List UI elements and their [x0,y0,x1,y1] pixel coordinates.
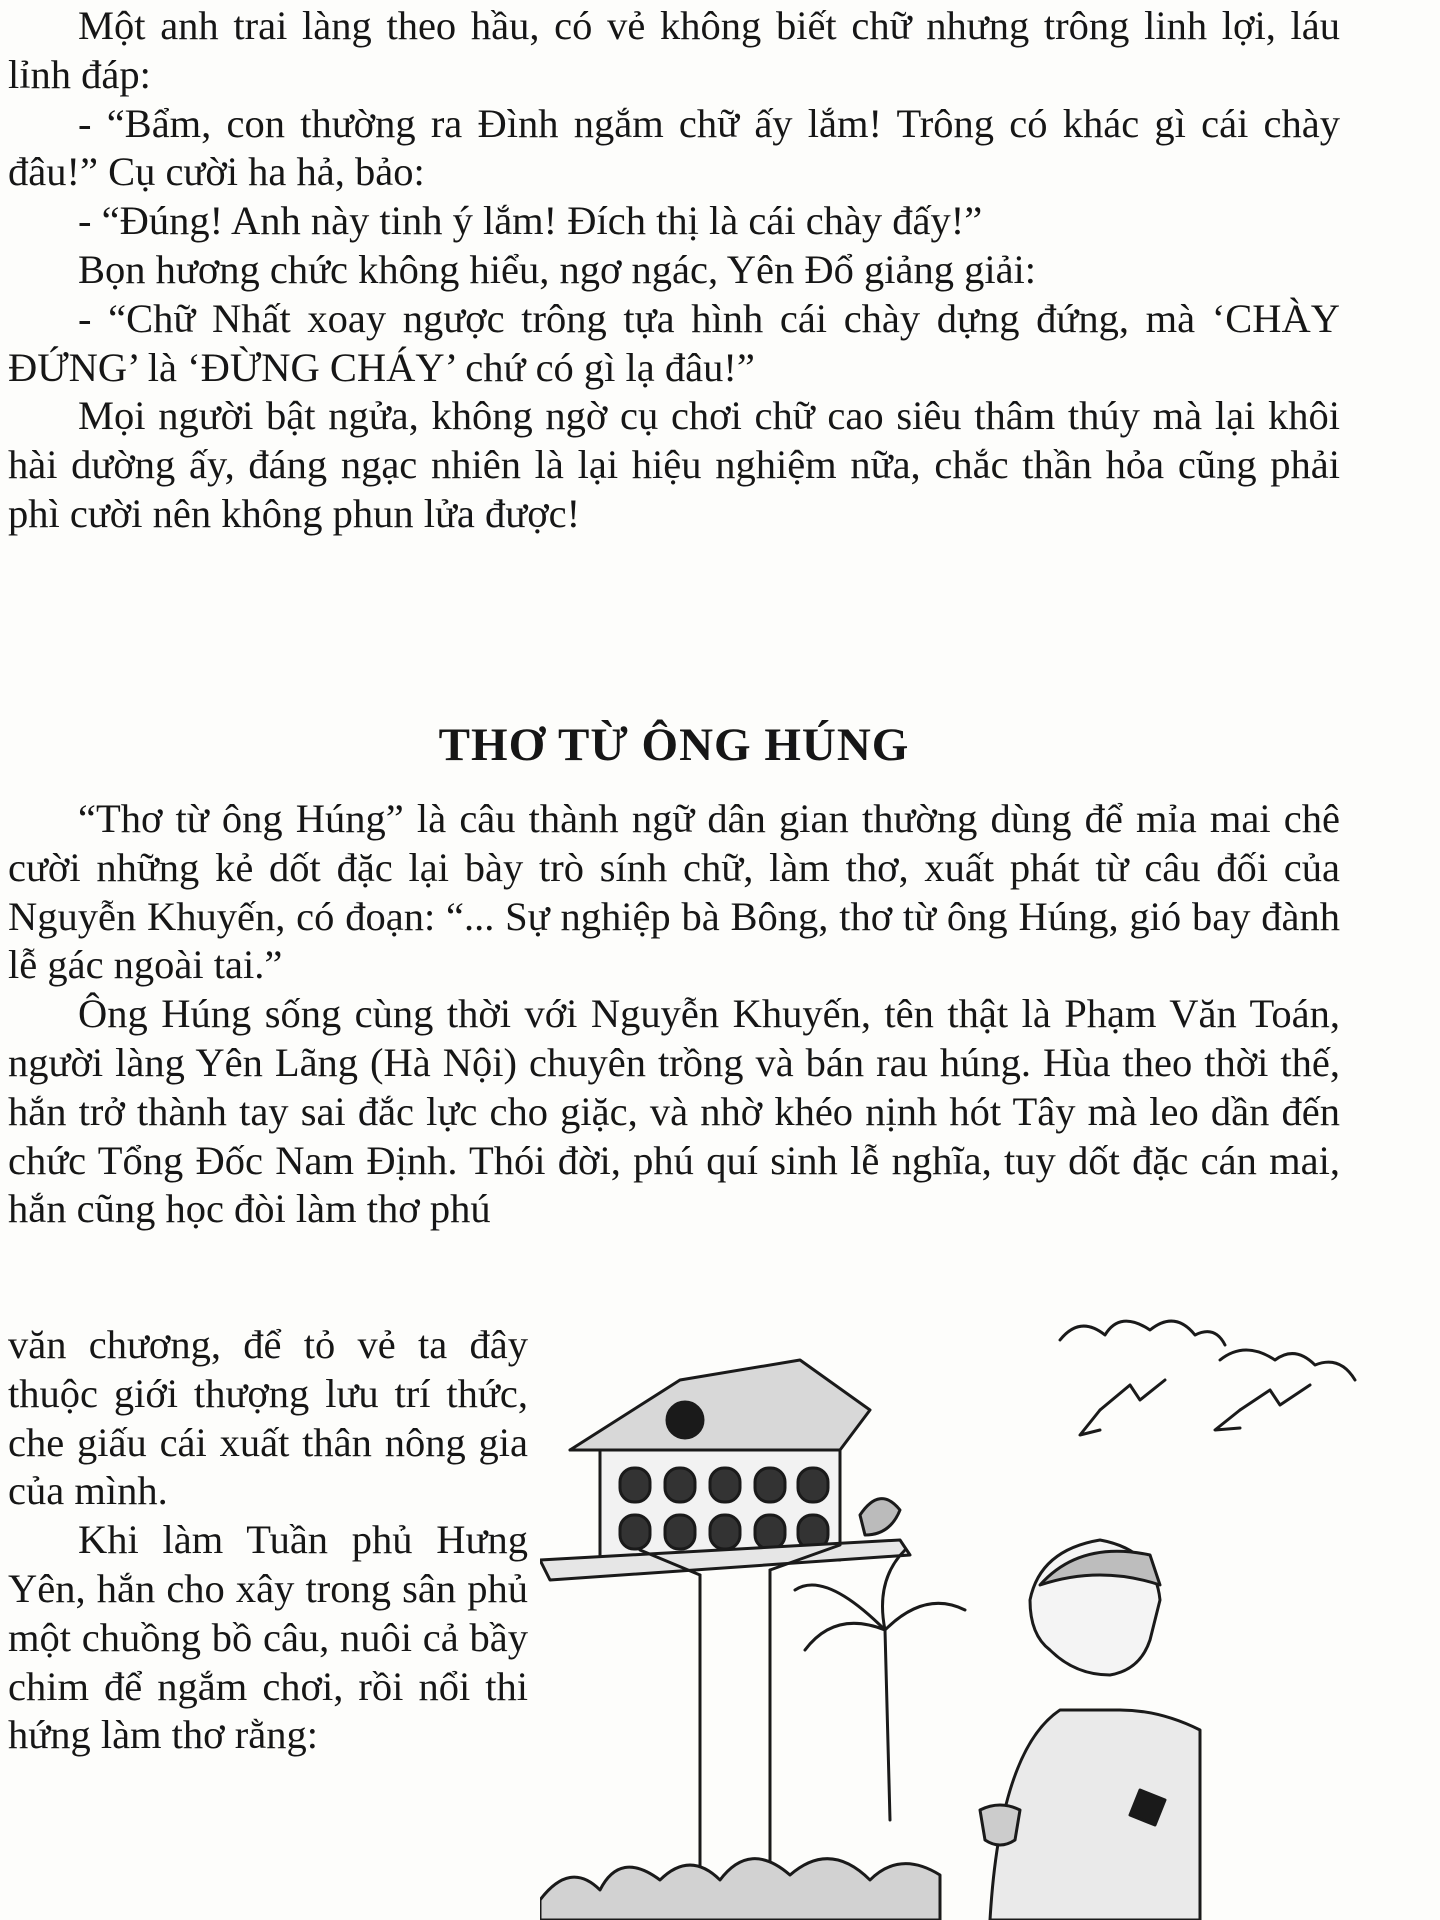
left-column-text [8,1321,528,1760]
paragraph: - “Đúng! Anh này tinh ý lắm! Đích thị là cái chày đấy!” [78,198,983,244]
paragraph: Bọn hương chức không hiểu, ngơ ngác, Yên Đổ giảng giải: [78,246,1037,292]
paragraph: Mọi người bật ngửa, không ngờ cụ chơi chữ cao siêu thâm thúy mà lại khôi hài dường ấy, đáng ngạc nhiên là lại hiệu nghiệm nữa, chắc thần hỏa cũng phải phì cười nên không phun lửa được! [8,393,1340,536]
paragraph: văn chương, để tỏ vẻ ta đây thuộc giới thượng lưu trí thức, che giấu cái xuất thân nông gia của mình. [8,1322,528,1514]
top-text-block [8,2,1340,539]
dovecote-illustration [540,1300,1440,1920]
paragraph: Ông Húng sống cùng thời với Nguyễn Khuyến, tên thật là Phạm Văn Toán, người làng Yên Lãng (Hà Nội) chuyên trồng và bán rau húng. Hùa theo thời thế, hắn trở thành tay sai đắc lực cho giặc, và nhờ khéo nịnh hót Tây mà leo dần đến chức Tổng Đốc Nam Định. Thói đời, phú quí sinh lễ nghĩa, tuy dốt đặc cán mai, hắn cũng học đòi làm thơ phú [8,991,1340,1232]
paragraph: - “Bẩm, con thường ra Đình ngắm chữ ấy lắm! Trông có khác gì cái chày đâu!” Cụ cười ha hả, bảo: [8,100,1340,195]
paragraph: Khi làm Tuần phủ Hưng Yên, hắn cho xây trong sân phủ một chuồng bồ câu, nuôi cả bầy chim để ngắm chơi, rồi nổi thi hứng làm thơ rằng: [8,1517,528,1758]
section-title: THƠ TỪ ÔNG HÚNG [438,719,910,771]
paragraph: “Thơ từ ông Húng” là câu thành ngữ dân gian thường dùng để mỉa mai chê cười những kẻ dốt đặc lại bày trò sính chữ, làm thơ, xuất phát từ câu đối của Nguyễn Khuyến, có đoạn: “... Sự nghiệp bà Bông, thơ từ ông Húng, gió bay đành lễ gác ngoài tai.” [8,796,1340,988]
paragraph: - “Chữ Nhất xoay ngược trông tựa hình cái chày dựng đứng, mà ‘CHÀY ĐỨNG’ là ‘ĐỪNG CHÁY’ chứ có gì lạ đâu!” [8,295,1340,390]
mid-text-block [8,795,1340,1234]
paragraph: Một anh trai làng theo hầu, có vẻ không biết chữ nhưng trông linh lợi, láu lỉnh đáp: [8,3,1340,97]
